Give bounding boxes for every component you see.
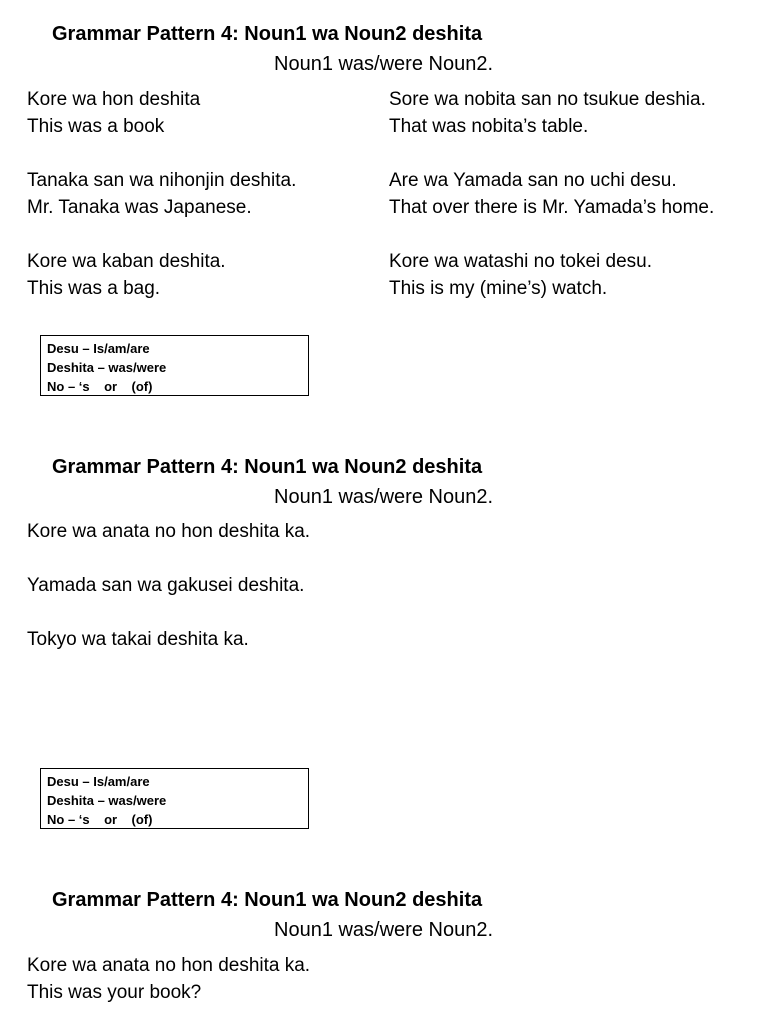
section-subtitle: Noun1 was/were Noun2.	[274, 53, 494, 75]
legend-item: Deshita – was/were	[47, 360, 167, 375]
legend-item: No – ‘s or (of)	[47, 379, 153, 394]
example-translation: This is my (mine’s) watch.	[389, 278, 608, 299]
exercise-sentence: Yamada san wa gakusei deshita.	[27, 575, 305, 596]
example-romaji: Are wa Yamada san no uchi desu.	[389, 170, 677, 191]
section-subtitle: Noun1 was/were Noun2.	[274, 919, 494, 941]
section-subtitle: Noun1 was/were Noun2.	[274, 486, 494, 508]
vocabulary-legend-box	[40, 335, 309, 396]
example-romaji: Kore wa watashi no tokei desu.	[389, 251, 652, 272]
example-translation: Mr. Tanaka was Japanese.	[27, 197, 252, 218]
vocabulary-legend-box	[40, 768, 309, 829]
section-title: Grammar Pattern 4: Noun1 wa Noun2 deshita	[52, 23, 483, 45]
example-romaji: Kore wa kaban deshita.	[27, 251, 226, 272]
legend-item: No – ‘s or (of)	[47, 812, 153, 827]
example-translation: This was your book?	[27, 982, 202, 1003]
example-translation: That over there is Mr. Yamada’s home.	[389, 197, 715, 218]
legend-item: Deshita – was/were	[47, 793, 167, 808]
example-romaji: Kore wa anata no hon deshita ka.	[27, 955, 311, 976]
legend-item: Desu – Is/am/are	[47, 774, 150, 789]
example-translation: That was nobita’s table.	[389, 116, 589, 137]
example-translation: This was a book	[27, 116, 165, 137]
section-title: Grammar Pattern 4: Noun1 wa Noun2 deshita	[52, 889, 483, 911]
section-title: Grammar Pattern 4: Noun1 wa Noun2 deshita	[52, 456, 483, 478]
example-translation: This was a bag.	[27, 278, 161, 299]
example-romaji: Sore wa nobita san no tsukue deshia.	[389, 89, 706, 110]
example-romaji: Kore wa hon deshita	[27, 89, 201, 110]
exercise-sentence: Kore wa anata no hon deshita ka.	[27, 521, 311, 542]
exercise-sentence: Tokyo wa takai deshita ka.	[27, 629, 249, 650]
legend-item: Desu – Is/am/are	[47, 341, 150, 356]
example-romaji: Tanaka san wa nihonjin deshita.	[27, 170, 297, 191]
